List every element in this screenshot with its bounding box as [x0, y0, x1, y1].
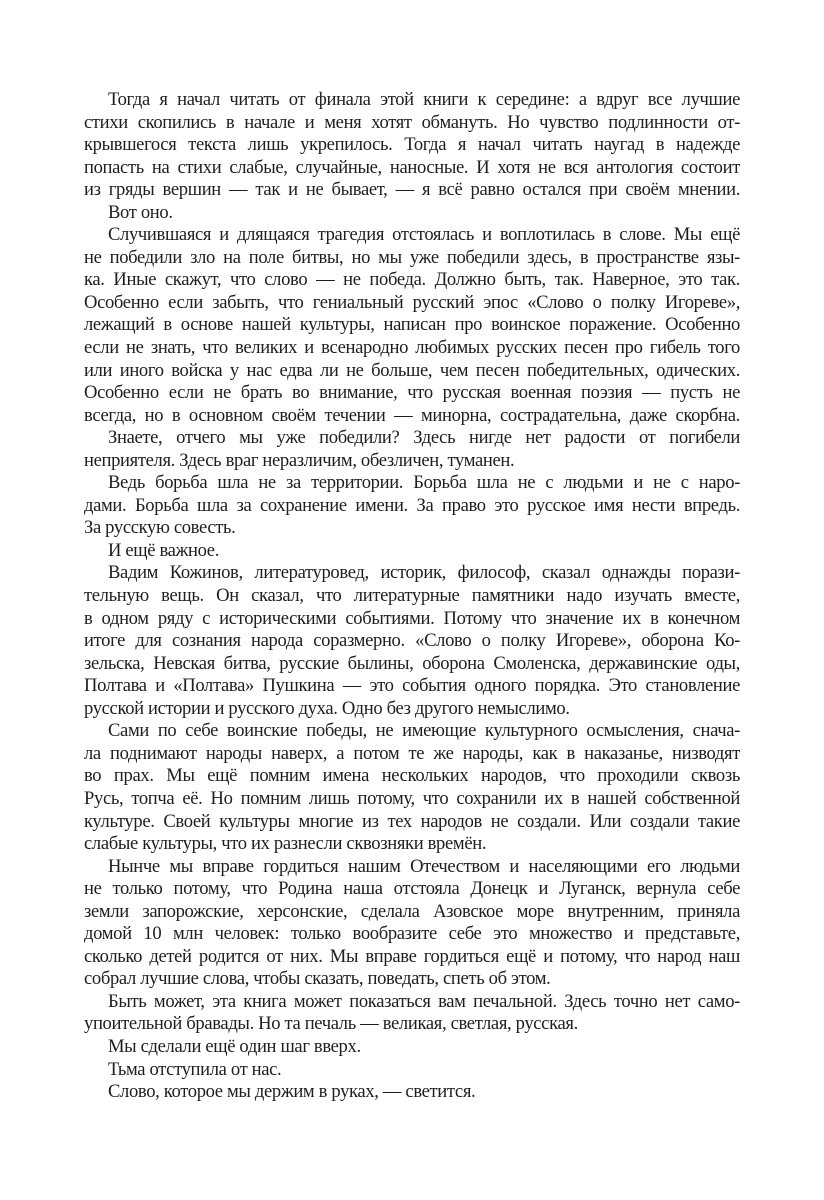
text-line: дами. Борьба шла за сохранение имени. За право это русское имя нести впредь. [84, 494, 740, 516]
text-line: Слово, которое мы держим в руках, — светится. [108, 1081, 476, 1103]
text-line: Тьма отступила от нас. [108, 1058, 282, 1080]
text-line: из гряды вершин — так и не бывает, — я всё равно остался при своём мнении. [84, 179, 740, 201]
text-line: Мы сделали ещё один шаг вверх. [108, 1035, 361, 1057]
text-line: неприятеля. Здесь враг неразличим, обезличен, туманен. [84, 449, 515, 471]
paragraph [84, 1081, 740, 1104]
text-line: лежащий в основе нашей культуры, написан про воинское поражение. Особенно [84, 314, 740, 336]
text-line: За русскую совесть. [84, 517, 236, 539]
text-line: Случившаяся и длящаяся трагедия отстоялась и воплотилась в слове. Мы ещё [108, 224, 740, 246]
paragraph [84, 1059, 740, 1082]
text-line: ла поднимают народы наверх, а потом те же народы, как в наказанье, низводят [84, 742, 740, 764]
text-line: Особенно если не брать во внимание, что русская военная поэзия — пусть не [84, 382, 740, 404]
paragraph [84, 427, 740, 472]
paragraph [84, 562, 740, 720]
paragraph [84, 472, 740, 540]
text-line: земли запорожские, херсонские, сделала Азовское море внутренним, приняла [84, 900, 740, 922]
text-line: И ещё важное. [108, 539, 220, 561]
text-line: Особенно если забыть, что гениальный русский эпос «Слово о полку Игореве», [84, 291, 740, 313]
paragraph [84, 540, 740, 563]
text-line: Вот оно. [108, 201, 173, 223]
text-line: Полтава и «Полтава» Пушкина — это события одного порядка. Это становление [84, 675, 740, 697]
text-line: попасть на стихи слабые, случайные, наносные. И хотя не вся антология состоит [84, 156, 740, 178]
text-line: сколько детей родится от них. Мы вправе гордиться ещё и потому, что народ наш [84, 945, 740, 967]
text-line: ка. Иные скажут, что слово — не победа. Должно быть, так. Наверное, это так. [84, 269, 740, 291]
document-page [84, 89, 740, 1104]
text-line: зельска, Невская битва, русские былины, оборона Смоленска, державинские оды, [84, 652, 740, 674]
text-line: тельную вещь. Он сказал, что литературные памятники надо изучать вместе, [84, 585, 740, 607]
text-line: Быть может, эта книга может показаться вам печальной. Здесь точно нет само- [108, 990, 740, 1012]
paragraph [84, 1036, 740, 1059]
paragraph [84, 991, 740, 1036]
text-line: крывшегося текста лишь укрепилось. Тогда я начал читать наугад в надежде [84, 134, 740, 156]
paragraph [84, 720, 740, 855]
text-line: итоге для сознания народа соразмерно. «Слово о полку Игореве», оборона Ко- [84, 630, 740, 652]
text-line: Тогда я начал читать от финала этой книги к середине: а вдруг все лучшие [108, 89, 740, 110]
text-line: не только потому, что Родина наша отстояла Донецк и Луганск, вернула себе [84, 878, 740, 900]
text-line: Вадим Кожинов, литературовед, историк, философ, сказал однажды порази- [108, 562, 740, 584]
text-line: культуре. Своей культуры многие из тех народов не создали. Или создали такие [84, 810, 740, 832]
text-line: всегда, но в основном своём течении — минорна, сострадательна, даже скорбна. [84, 404, 740, 426]
text-line: не победили зло на поле битвы, но мы уже победили здесь, в пространстве язы- [84, 246, 740, 268]
text-line: если не знать, что великих и всенародно любимых русских песен про гибель того [84, 337, 740, 359]
text-line: Знаете, отчего мы уже победили? Здесь нигде нет радости от погибели [108, 427, 740, 449]
text-line: упоительной бравады. Но та печаль — великая, светлая, русская. [84, 1013, 578, 1035]
paragraph [84, 856, 740, 991]
text-line: Ведь борьба шла не за территории. Борьба шла не с людьми и не с наро- [108, 472, 740, 494]
text-line: Русь, топча её. Но помним лишь потому, что сохранили их в нашей собственной [84, 787, 740, 809]
paragraph [84, 224, 740, 427]
text-line: русской истории и русского духа. Одно без другого немыслимо. [84, 697, 570, 719]
text-line: во прах. Мы ещё помним имена нескольких народов, что проходили сквозь [84, 765, 740, 787]
text-line: домой 10 млн человек: только вообразите себе это множество и представьте, [84, 923, 740, 945]
text-line: слабые культуры, что их разнесли сквозняки времён. [84, 833, 487, 855]
paragraph [84, 202, 740, 225]
text-line: собрал лучшие слова, чтобы сказать, поведать, спеть об этом. [84, 968, 551, 990]
text-line: стихи скопились в начале и меня хотят обмануть. Но чувство подлинности от- [84, 111, 740, 133]
text-line: Сами по себе воинские победы, не имеющие культурного осмысления, снача- [108, 720, 740, 742]
paragraph [84, 89, 740, 202]
text-line: в одном ряду с историческими событиями. Потому что значение их в конечном [84, 607, 740, 629]
text-line: Нынче мы вправе гордиться нашим Отечеством и населяющими его людьми [108, 855, 740, 877]
text-line: или иного войска у нас едва ли не больше, чем песен победительных, одических. [84, 359, 740, 381]
